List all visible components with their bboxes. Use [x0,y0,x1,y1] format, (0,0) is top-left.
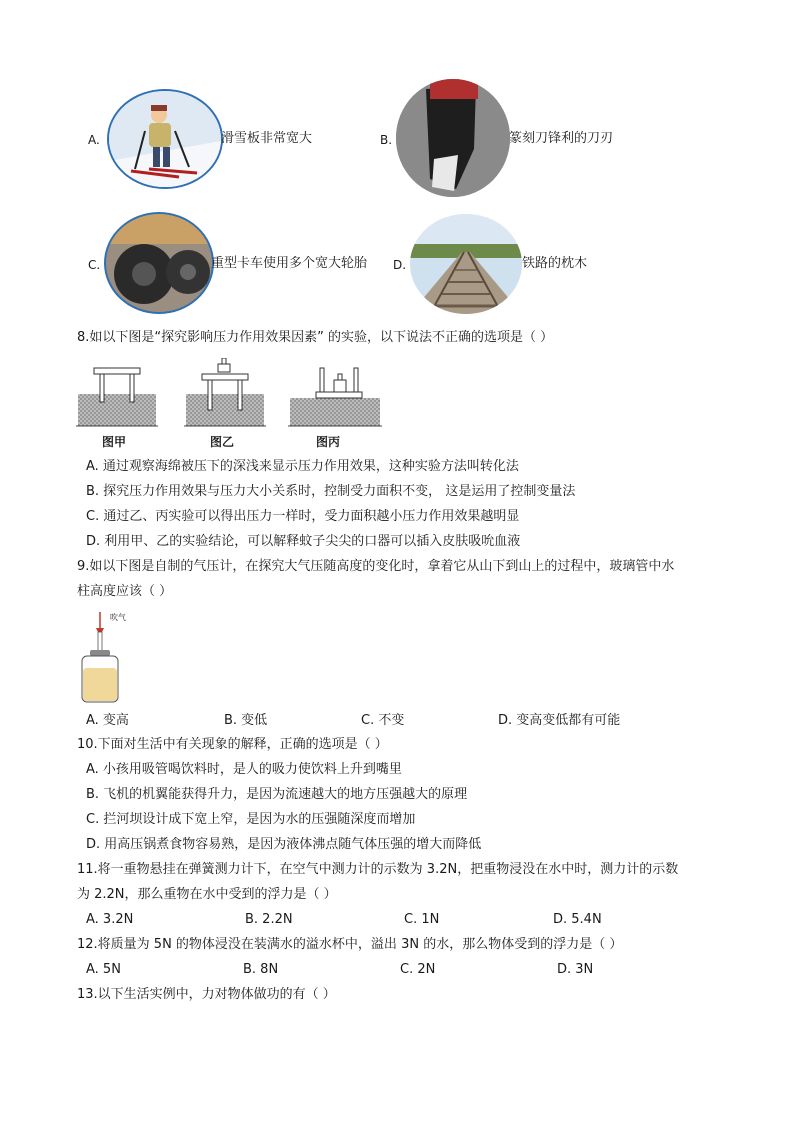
q12-option-c: C. 2N [400,962,436,977]
q11-stem-line2: 为 2.2N，那么重物在水中受到的浮力是（ ） [77,887,337,902]
skier-image [107,89,223,189]
q12-option-a: A. 5N [86,962,121,977]
fig-jia-label: 图甲 [102,435,127,449]
q7-option-b-label: B. [380,133,393,147]
q8-option-b: B. 探究压力作用效果与压力大小关系时，控制受力面积不变， 这是运用了控制变量法 [86,484,576,499]
q8-stem: 8.如以下图是“探究影响压力作用效果因素” 的实验，以下说法不正确的选项是（ ） [77,330,554,345]
q11-option-c: C. 1N [404,912,440,927]
q10-option-d: D. 用高压锅煮食物容易熟，是因为液体沸点随气体压强的增大而降低 [86,837,482,852]
q7-option-d-label: D. [393,258,407,272]
q9-option-b: B. 变低 [224,713,268,728]
q12-stem: 12.将质量为 5N 的物体浸没在装满水的溢水杯中，溢出 3N 的水，那么物体受到的浮力是（ ） [77,937,623,952]
barometer-figure [80,610,150,706]
q10-option-b: B. 飞机的机翼能获得升力，是因为流速越大的地方压强越大的原理 [86,787,468,802]
q13-stem: 13.以下生活实例中，力对物体做功的有（ ） [77,987,336,1002]
q9-option-c: C. 不变 [361,713,405,728]
railway-sleepers-image [410,214,522,314]
q7-option-a-caption: 滑雪板非常宽大 [221,131,313,146]
q9-option-a: A. 变高 [86,713,129,728]
q11-option-d: D. 5.4N [553,912,602,927]
q9-stem-line2: 柱高度应该（ ） [77,584,173,599]
blow-air-label: 吹气 [110,613,126,622]
q11-option-b: B. 2.2N [245,912,293,927]
fig-bing-label: 图丙 [316,435,341,449]
truck-tires-image [104,212,214,314]
q9-stem-line1: 9.如以下图是自制的气压计，在探究大气压随高度的变化时，拿着它从山下到山上的过程中，玻璃管中水 [77,559,675,574]
q12-option-d: D. 3N [557,962,594,977]
q7-option-c-label: C. [88,258,101,272]
q8-option-d: D. 利用甲、乙的实验结论，可以解释蚊子尖尖的口器可以插入皮肤吸吮血液 [86,534,521,549]
q7-option-b-caption: 篆刻刀锋利的刀刃 [509,131,614,146]
q11-option-a: A. 3.2N [86,912,134,927]
fig-yi-label: 图乙 [210,435,235,449]
q7-option-a-label: A. [88,133,100,147]
q7-option-c-caption: 重型卡车使用多个宽大轮胎 [211,256,368,271]
q10-option-c: C. 拦河坝设计成下宽上窄，是因为水的压强随深度而增加 [86,812,416,827]
q7-option-d-caption: 铁路的枕木 [522,256,588,271]
q10-option-a: A. 小孩用吸管喝饮料时，是人的吸力使饮料上升到嘴里 [86,762,402,777]
q11-stem-line1: 11.将一重物悬挂在弹簧测力计下，在空气中测力计的示数为 3.2N，把重物浸没在水中时，测力计的示数 [77,862,679,877]
q10-stem: 10.下面对生活中有关现象的解释，正确的选项是（ ） [77,737,388,752]
q12-option-b: B. 8N [243,962,279,977]
q9-option-d: D. 变高变低都有可能 [498,713,621,728]
q8-option-a: A. 通过观察海绵被压下的深浅来显示压力作用效果，这种实验方法叫转化法 [86,459,519,474]
q8-option-c: C. 通过乙、丙实验可以得出压力一样时，受力面积越小压力作用效果越明显 [86,509,520,524]
carving-knife-image [396,79,510,197]
q8-figure [76,358,386,452]
